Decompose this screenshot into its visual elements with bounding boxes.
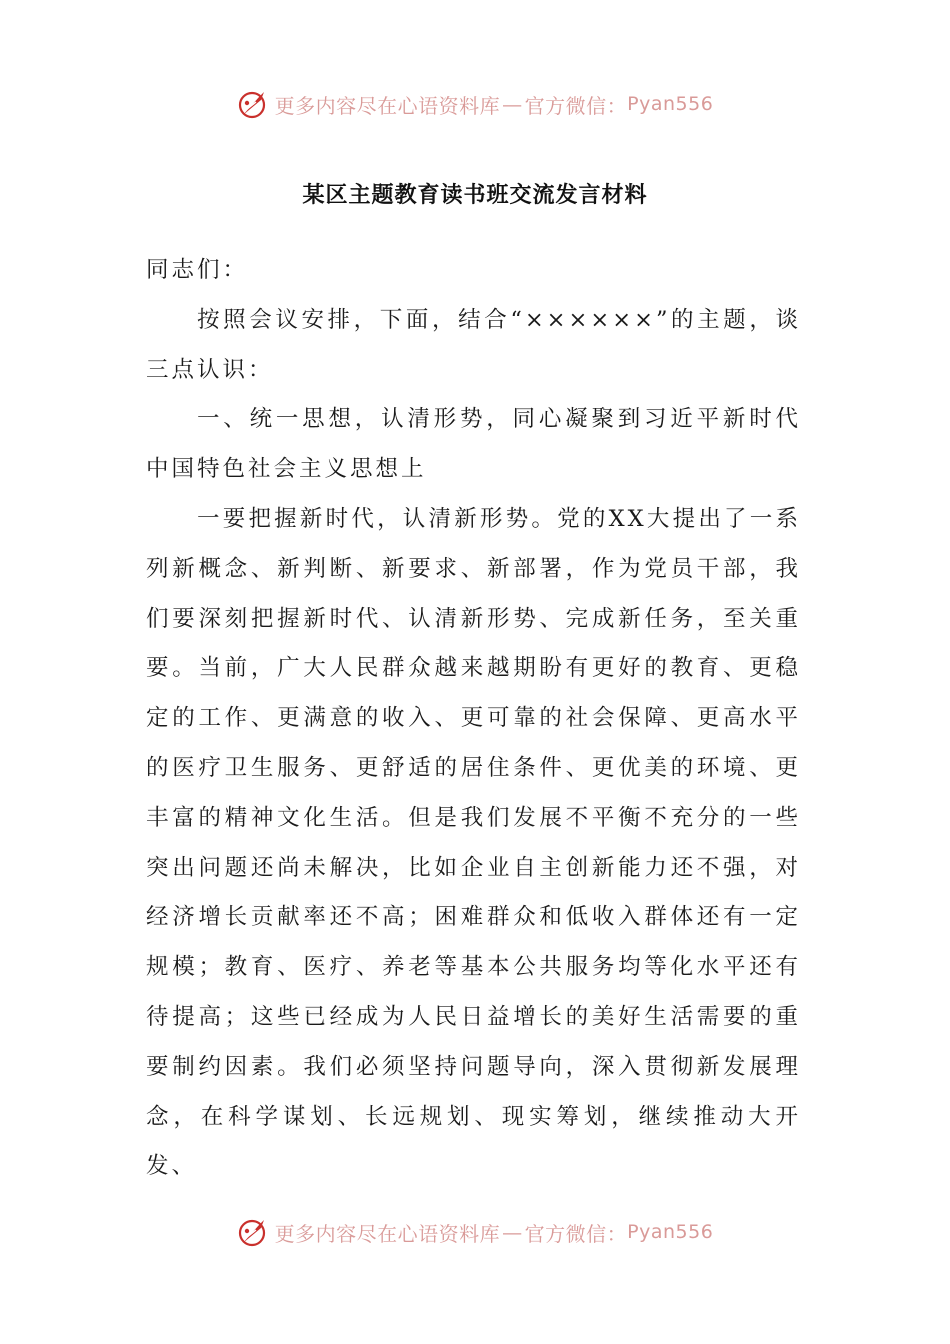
watermark-handle: Pyan556 [627,1221,714,1243]
paragraph-body: 一要把握新时代，认清新形势。党的XX大提出了一系列新概念、新判断、新要求、新部署，作为党员干部，我们要深刻把握新时代、认清新形势、完成新任务，至关重要。当前，广大人民群众越来越期盼有更好的教育、更稳定的工作、更满意的收入、更可靠的社会保障、更高水平的医疗卫生服务、更舒适的居住条件、更优美的环境、更丰富的精神文化生活。但是我们发展不平衡不充分的一些突出问题还尚未解决，比如企业自主创新能力还不强，对经济增长贡献率还不高；困难群众和低收入群体还有一定规模；教育、医疗、养老等基本公共服务均等化水平还有待提高；这些已经成为人民日益增长的美好生活需要的重要制约因素。我们必须坚持问题导向，深入贯彻新发展理念，在科学谋划、长远规划、现实筹划，继续推动大开发、 [146,505,801,1180]
document-body [146,246,801,1192]
salutation: 同志们： [146,257,249,283]
watermark-header [0,82,950,126]
document-title: 某区主题教育读书班交流发言材料 [302,183,648,208]
section-heading: 一、统一思想，认清形势，同心凝聚到习近平新时代中国特色社会主义思想上 [146,406,801,483]
paragraph-intro: 按照会议安排，下面，结合“××××××”的主题，谈三点认识： [146,306,801,383]
watermark-label: 官方微信： [524,93,628,118]
watermark-separator: — [502,1220,523,1244]
watermark-footer [0,1210,950,1254]
watermark-handle: Pyan556 [627,93,714,115]
watermark-separator: — [502,92,523,116]
watermark-site-text: 更多内容尽在心语资料库 [274,1221,501,1246]
quill-pen-logo-icon [237,1216,269,1248]
watermark-site-text: 更多内容尽在心语资料库 [274,93,501,118]
watermark-label: 官方微信： [524,1221,628,1246]
quill-pen-logo-icon [237,88,269,120]
